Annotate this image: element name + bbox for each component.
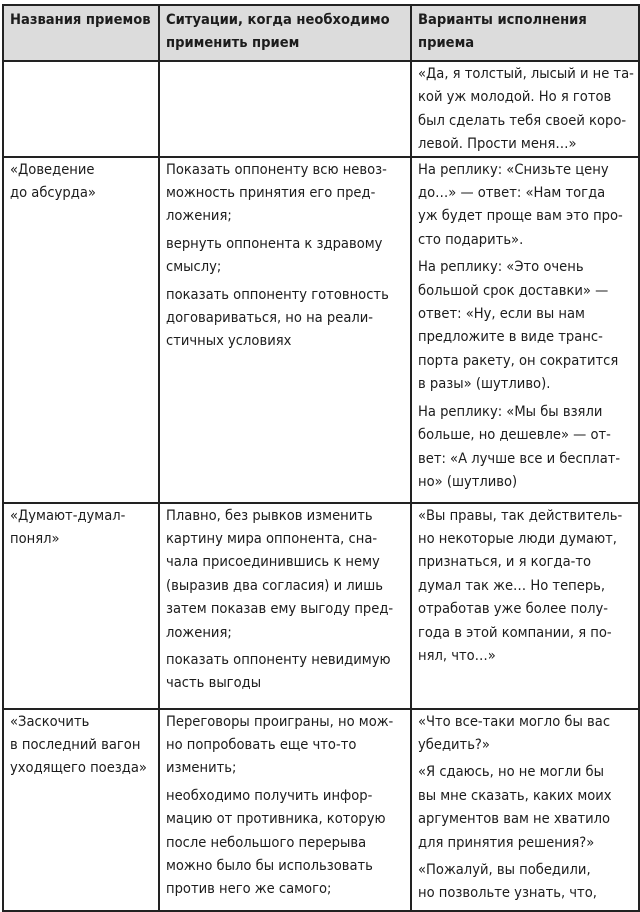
cell-text-line: вет: «А лучше все и бесплат-	[418, 449, 621, 467]
variant-cell	[411, 503, 639, 709]
cell-text-line: аргументов вам не хватило	[418, 810, 611, 828]
cell-text-line: уж будет проще вам это про-	[418, 207, 623, 225]
cell-text-line: уходящего поезда»	[10, 759, 147, 777]
situation-cell	[159, 503, 411, 709]
cell-text-line: «Заскочить	[10, 712, 90, 730]
cell-text-line: «Пожалуй, вы победили,	[418, 861, 591, 879]
cell-paragraph	[166, 232, 406, 279]
cell-text-line: (выразив два согласия) и лишь	[166, 576, 383, 594]
cell-text-line: вы мне сказать, каких моих	[418, 786, 612, 804]
cell-text-line: стичных условиях	[166, 332, 292, 350]
cell-text-line: после небольшого перерыва	[166, 833, 367, 851]
cell-text-line: картину мира оппонента, сна-	[166, 530, 378, 548]
cell-text-line: На реплику: «Это очень	[418, 258, 584, 276]
cell-text-line: года в этой компании, я по-	[418, 623, 612, 641]
header-row	[3, 5, 639, 61]
cell-text-line: «Думают-думал-	[10, 506, 126, 524]
cell-paragraph	[418, 504, 634, 668]
cell-text-line: понял»	[10, 530, 60, 548]
header-text-line: приема	[418, 34, 475, 52]
cell-text-line: но попробовать еще что-то	[166, 736, 357, 754]
table-row	[3, 709, 639, 911]
cell-text-line: предложите в виде транс-	[418, 328, 603, 346]
cell-text-line: убедить?»	[418, 736, 490, 754]
cell-text-line: «Да, я толстый, лысый и не та-	[418, 65, 634, 82]
cell-text-line: «Что все-таки могло бы вас	[418, 712, 611, 730]
cell-text-line: признаться, и я когда-то	[418, 553, 592, 571]
cell-text-line: порта ракету, он сократится	[418, 351, 619, 369]
header-text-line: Ситуации, когда необходимо	[166, 11, 390, 28]
cell-paragraph	[10, 504, 154, 551]
cell-paragraph	[418, 255, 634, 395]
cell-text-line: необходимо получить инфор-	[166, 786, 373, 804]
cell-paragraph	[418, 710, 634, 757]
cell-text-line: договариваться, но на реали-	[166, 309, 374, 327]
cell-paragraph	[166, 504, 406, 644]
cell-text-line: ответ: «Ну, если вы нам	[418, 305, 585, 323]
cell-text-line: нял, что…»	[418, 647, 496, 665]
cell-text-line: мацию от противника, которую	[166, 810, 386, 828]
header-cell-situations	[159, 5, 411, 61]
cell-text-line: но позвольте узнать, что,	[418, 884, 597, 902]
cell-text-line: показать оппоненту невидимую	[166, 651, 391, 669]
technique-name-cell	[3, 157, 159, 503]
cell-text-line: вернуть оппонента к здравому	[166, 234, 383, 252]
header-cell-variants	[411, 5, 639, 61]
cell-text-line: большой срок доставки» —	[418, 281, 609, 299]
cell-paragraph	[418, 400, 634, 494]
cell-text-line: против него же самого;	[166, 880, 332, 898]
cell-text-line: Показать оппоненту всю невоз-	[166, 160, 387, 178]
cell-paragraph	[166, 710, 406, 780]
cell-paragraph	[166, 784, 406, 901]
header-text-line: применить прием	[166, 34, 300, 52]
cell-text-line: но» (шутливо)	[418, 472, 518, 490]
cell-text-line: но некоторые люди думают,	[418, 530, 617, 548]
techniques-table	[2, 4, 640, 912]
table-body	[3, 61, 639, 911]
table-header	[3, 5, 639, 61]
cell-paragraph	[418, 158, 634, 252]
technique-name-cell	[3, 709, 159, 911]
variant-cell	[411, 61, 639, 157]
cell-text-line: кой уж молодой. Но я готов	[418, 88, 612, 106]
cell-text-line: для принятия решения?»	[418, 833, 595, 851]
technique-name-cell	[3, 61, 159, 157]
cell-paragraph	[418, 62, 634, 156]
table-row	[3, 157, 639, 503]
cell-text-line: думал так же… Но теперь,	[418, 576, 606, 594]
header-cell-technique-names	[3, 5, 159, 61]
cell-text-line: левой. Прости меня…»	[418, 135, 577, 153]
cell-text-line: можность принятия его пред-	[166, 184, 376, 202]
cell-text-line: «Вы правы, так действитель-	[418, 506, 623, 524]
cell-paragraph	[166, 158, 406, 228]
cell-text-line: показать оппоненту готовность	[166, 285, 389, 303]
variant-cell	[411, 709, 639, 911]
cell-paragraph	[166, 283, 406, 353]
cell-text-line: Переговоры проиграны, но мож-	[166, 712, 394, 730]
cell-text-line: ложения;	[166, 207, 232, 225]
cell-text-line: чала присоединившись к нему	[166, 553, 380, 571]
header-text-line: Варианты исполнения	[418, 11, 587, 28]
situation-cell	[159, 709, 411, 911]
cell-text-line: больше, но дешевле» — от-	[418, 426, 611, 444]
cell-text-line: «Доведение	[10, 160, 95, 178]
cell-text-line: в последний вагон	[10, 736, 141, 754]
cell-text-line: ложения;	[166, 623, 232, 641]
cell-paragraph	[418, 760, 634, 854]
cell-text-line: можно было бы использовать	[166, 857, 373, 875]
table-row	[3, 503, 639, 709]
cell-text-line: «Я сдаюсь, но не могли бы	[418, 763, 605, 781]
cell-paragraph	[418, 858, 634, 905]
cell-text-line: На реплику: «Снизьте цену	[418, 160, 609, 178]
cell-text-line: На реплику: «Мы бы взяли	[418, 402, 603, 420]
cell-text-line: в разы» (шутливо).	[418, 375, 551, 393]
variant-cell	[411, 157, 639, 503]
situation-cell	[159, 157, 411, 503]
table-row	[3, 61, 639, 157]
cell-text-line: смыслу;	[166, 258, 222, 276]
cell-text-line: был сделать тебя своей коро-	[418, 111, 627, 129]
cell-text-line: до…» — ответ: «Нам тогда	[418, 184, 606, 202]
header-text-line: Названия приемов	[10, 11, 151, 28]
cell-text-line: до абсурда»	[10, 184, 96, 202]
cell-text-line: изменить;	[166, 759, 237, 777]
situation-cell	[159, 61, 411, 157]
cell-text-line: затем показав ему выгоду пред-	[166, 600, 394, 618]
technique-name-cell	[3, 503, 159, 709]
cell-paragraph	[166, 648, 406, 695]
cell-text-line: сто подарить».	[418, 230, 524, 248]
cell-paragraph	[10, 158, 154, 205]
cell-text-line: Плавно, без рывков изменить	[166, 506, 373, 524]
cell-paragraph	[10, 710, 154, 780]
cell-text-line: отработав уже более полу-	[418, 600, 608, 618]
cell-text-line: часть выгоды	[166, 674, 262, 692]
